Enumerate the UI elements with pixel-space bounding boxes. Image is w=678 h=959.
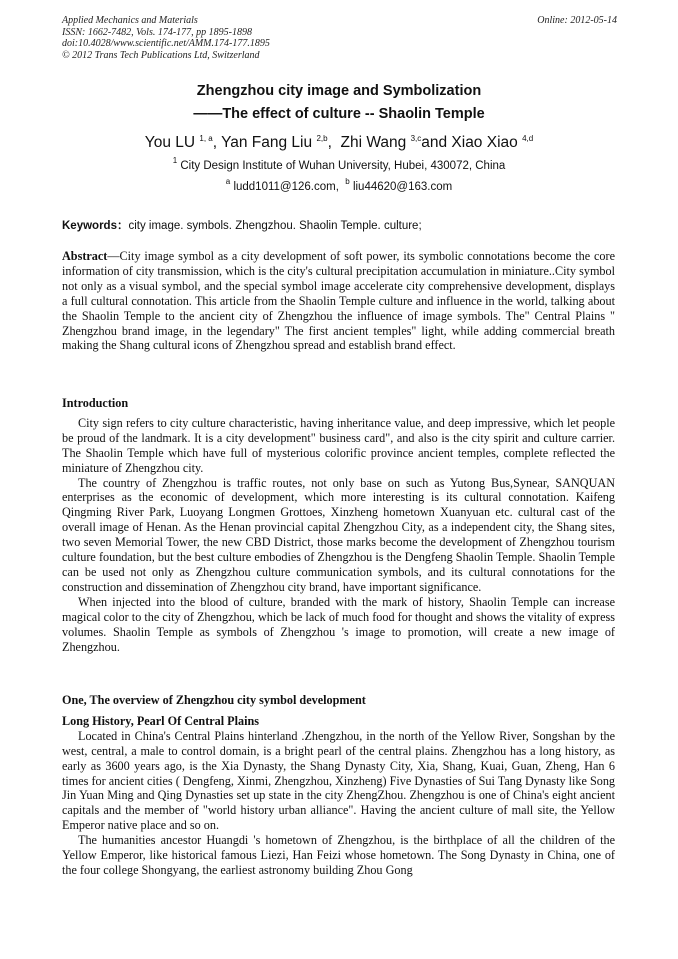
- journal-copyright: © 2012 Trans Tech Publications Ltd, Switzerland: [62, 49, 260, 61]
- paragraph: When injected into the blood of culture, branded with the mark of history, Shaolin Temple can increase magical color to the city of Zhengzhou, which be lack of much food for thought and shows the vitality of express volumes. Shaolin Temple as symbols of Zhengzhou 's image to promotion, will create a new image of Zhengzhou.: [62, 594, 615, 654]
- email-address: ludd1011@126.com,: [233, 181, 339, 193]
- author-name: Yan Fang Liu: [221, 134, 313, 151]
- author-list: You LU $^{1, a}$, Yan Fang Liu $^{2,b}$, Zhi Wang $^{3,c}$and Xiao Xiao $^{4,d}$: [144, 134, 534, 151]
- abstract-label: Abstract: [62, 249, 108, 263]
- author-name: You LU: [144, 134, 196, 151]
- affiliation-sup: 1: [172, 156, 178, 165]
- subsection-heading: Long History, Pearl Of Central Plains: [62, 713, 260, 728]
- author-name: Xiao Xiao: [451, 134, 518, 151]
- abstract: [62, 249, 615, 353]
- keywords-label: Keywords：: [62, 220, 129, 232]
- introduction-heading: Introduction: [62, 396, 129, 410]
- journal-doi: doi:10.4028/www.scientific.net/AMM.174-177.1895: [62, 38, 270, 49]
- affiliation: [0, 158, 678, 174]
- author-sup: 4,d: [522, 134, 534, 143]
- email-sup: b: [345, 177, 350, 186]
- paper-subtitle: ——The effect of culture -- Shaolin Temple: [193, 106, 485, 122]
- section-heading: One, The overview of Zhengzhou city symbol development: [62, 693, 366, 707]
- keywords: [62, 219, 615, 234]
- journal-name: Applied Mechanics and Materials: [62, 15, 198, 26]
- affiliation-text: City Design Institute of Wuhan University, Hubei, 430072, China: [180, 160, 506, 172]
- journal-header: [62, 15, 617, 61]
- abstract-text: —City image symbol as a city development of soft power, its symbolic connotations become the core information of city transmission, which is the city's cultural precipitation accumulation in miniature..City symbol not only as a visual symbol, and the special symbol image accelerate city comprehensive development, displays a full cultural connotation. This article from the Shaolin Temple culture and influence in the world, talking about the Shaolin Temple to the ancient city of Zhengzhou the influence of image symbols. The" Central Plains " Zhengzhou brand image, in the legendary" The first ancient temples" light, while adding commercial breath making the Shang cultural icons of Zhengzhou spread and establish brand effect.: [62, 249, 615, 353]
- introduction-section: [62, 396, 615, 654]
- journal-issn: ISSN: 1662-7482, Vols. 174-177, pp 1895-1898: [62, 26, 252, 38]
- paragraph: The humanities ancestor Huangdi 's hometown of Zhengzhou, is the birthplace of all the children of the Yellow Emperor, like historical famous Liezi, Han Feizi whose hometown. The Song Dynasty in China, one of the four college Shongyang, the earliest astronomy building Zhou Gong: [62, 833, 615, 877]
- author-sup: 2,b: [316, 134, 328, 143]
- section-one: [62, 693, 615, 878]
- paragraph: City sign refers to city culture characteristic, having inheritance value, and deep impressive, which let people be proud of the landmark. It is a city development" business card", and also is the city spirit and culture carrier. The Shaolin Temple which have full of mysterious colorific province ancient temples, complete reflected the miniature of Zhengzhou city.: [62, 415, 615, 475]
- email-address: liu44620@163.com: [352, 181, 453, 193]
- online-date: Online: 2012-05-14: [537, 15, 617, 26]
- author-name: Zhi Wang: [340, 134, 407, 151]
- email-sup: a: [225, 177, 231, 186]
- author-sup: 1, a: [199, 134, 213, 143]
- author-sup: 3,c: [410, 134, 422, 143]
- keywords-text: city image. symbols. Zhengzhou. Shaolin Temple. culture;: [128, 220, 422, 232]
- email-line: [0, 179, 678, 195]
- title-block: [0, 81, 678, 195]
- paper-title: Zhengzhou city image and Symbolization: [196, 83, 482, 99]
- paragraph: Located in China's Central Plains hinterland .Zhengzhou, in the north of the Yellow River, Songshan by the west, central, a male to control domain, is a bright pearl of the central plains. Zhengzhou has a long history, as early as 3600 years ago, is the Xia Dynasty, the Shang Dynasty City, Xia, Shang, Kuai, Guan, Zheng, Han 6 times for ancient cities ( Dengfeng, Xinmi, Zhengzhou, Xinzheng) Five Dynasties of Sui Tang Dynasty like Song Jin Yuan Ming and Qing Dynasties set up state in the city ZhengZhou. Zhengzhou is one of China's eight ancient capitals and the member of "world history urban alliance". Having the ancient culture of mall site, the Yellow Emperor native place and so on.: [62, 728, 616, 833]
- paragraph: The country of Zhengzhou is traffic routes, not only base on such as Yutong Bus,Synear, SANQUAN enterprises as the economic of development, which more interesting is its cultural connotation. Kaifeng Qingming River Park, Luoyang Longmen Grottoes, Xinzheng hometown Xuanyuan etc. cultural cast of the overall image of Henan. As the Henan provincial capital Zhengzhou City, as a independent city, the Shang sites, two seven Memorial Tower, the new CBD District, those marks become the development of Zhengzhou tourism culture foundation, but the best culture embodies of Zhengzhou is the Dengfeng Shaolin Temple. Shaolin Temple can be used not only as Zhengzhou culture communication symbols, and its cultural connotations for the construction and dissemination of Zhengzhou city brand, have important significance.: [62, 475, 615, 594]
